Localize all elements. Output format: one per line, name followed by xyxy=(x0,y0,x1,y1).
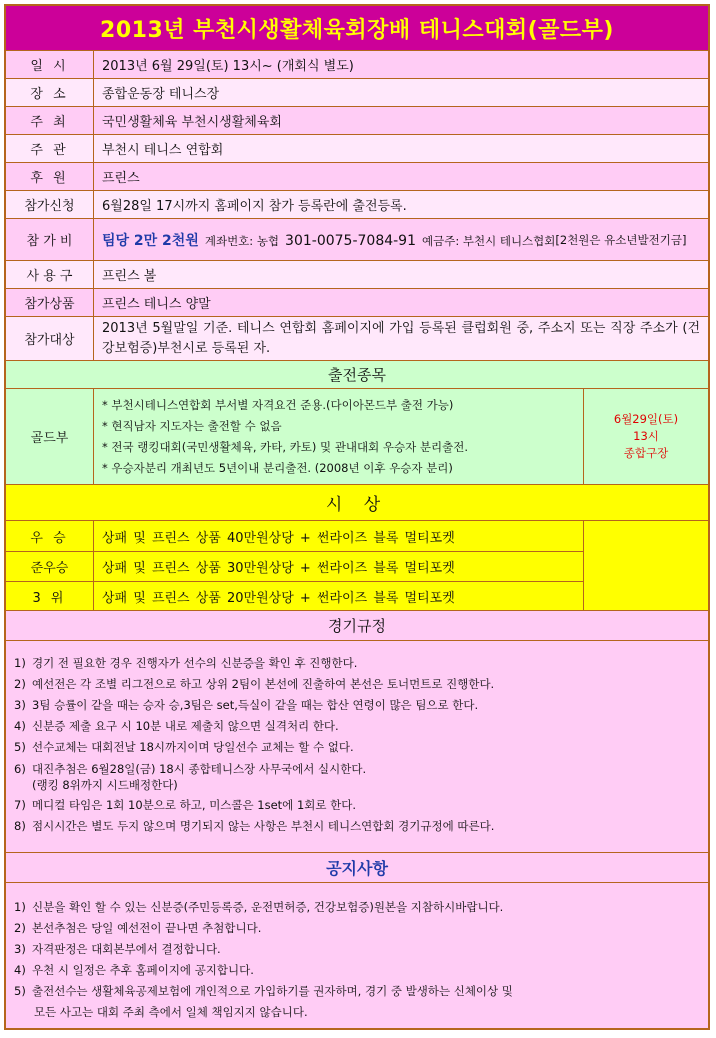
info-value: 부천시 테니스 연합회 xyxy=(102,143,224,158)
event-rules xyxy=(94,389,584,484)
list-item xyxy=(14,653,700,674)
notice-list xyxy=(6,882,708,1029)
fee-account-label: 계좌번호: 농협 xyxy=(204,233,280,248)
info-row-host xyxy=(6,106,708,134)
info-label: 참 가 비 xyxy=(6,219,94,260)
prize-row-runner-up xyxy=(6,551,583,581)
info-value: 프린스 볼 xyxy=(102,269,157,284)
list-item-text: 예선전은 각 조별 리그전으로 하고 상위 2팀이 본선에 진출하여 본선은 토너먼트로 진행한다. xyxy=(32,677,495,691)
prize-value: 상패 및 프린스 상품 30만원상당 + 썬라이즈 블록 멀티포켓 xyxy=(102,561,455,576)
list-item-text: 3팀 승률이 같을 때는 승자 승,3팀은 set,득실이 같을 때는 합산 연령이 많은 팀으로 한다. xyxy=(32,698,479,712)
list-item xyxy=(14,795,700,816)
event-time: 13시 xyxy=(633,429,659,443)
list-item xyxy=(14,816,700,837)
info-label: 주 최 xyxy=(6,107,94,134)
list-item-text: 신분증 제출 요구 시 10분 내로 제출치 않으면 실격처리 한다. xyxy=(32,719,339,733)
prizes-heading: 시 상 xyxy=(6,484,708,520)
fee-note: [2천원은 유소년발전기금] xyxy=(555,233,687,247)
event-rule: * 현직남자 지도자는 출전할 수 없음 xyxy=(102,419,282,433)
info-value: 2013년 5월말일 기준. 테니스 연합회 홈페이지에 가입 등록된 클럽회원 중, 주소지 또는 직장 주소가 (건강보험증)부천시로 등록된 자. xyxy=(102,320,700,356)
info-value: 프린스 테니스 양말 xyxy=(102,297,211,312)
prize-value: 상패 및 프린스 상품 20만원상당 + 썬라이즈 블록 멀티포켓 xyxy=(102,591,455,606)
info-value: 프린스 xyxy=(102,171,140,186)
fee-amount: 팀당 2만 2천원 xyxy=(102,232,199,249)
list-item-text: 본선추첨은 당일 예선전이 끝나면 추첨합니다. xyxy=(32,921,262,935)
prizes-table xyxy=(6,520,708,610)
info-value: 6월28일 17시까지 홈페이지 참가 등록란에 출전등록. xyxy=(102,199,407,214)
rules-list xyxy=(6,640,708,852)
list-item xyxy=(14,981,700,1023)
info-row-date xyxy=(6,50,708,78)
list-item xyxy=(14,939,700,960)
fee-holder: 예금주: 부천시 테니스협회 xyxy=(422,233,556,248)
prize-row-third xyxy=(6,581,583,611)
info-row-ball xyxy=(6,260,708,288)
info-label: 일 시 xyxy=(6,51,94,78)
list-item-number: 4) xyxy=(14,719,26,733)
list-item-number: 3) xyxy=(14,942,26,956)
list-item-text-block xyxy=(32,761,700,793)
list-item xyxy=(14,737,700,758)
fee-account-number: 301-0075-7084-91 xyxy=(285,232,416,249)
event-label: 골드부 xyxy=(6,389,94,484)
list-item-text: 점시시간은 별도 두지 않으며 명기되지 않는 사항은 부천시 테니스연합회 경기규정에 따른다. xyxy=(32,819,495,833)
list-item-text: 출전선수는 생활체육공제보험에 개인적으로 가입하기를 권자하며, 경기 중 발생하는 신체이상 및 xyxy=(32,984,513,998)
page-title: 2013년 부천시생활체육회장배 테니스대회(골드부) xyxy=(6,6,708,50)
info-value: 종합운동장 테니스장 xyxy=(102,87,220,102)
list-item-subtext: 모든 사고는 대회 주최 측에서 일체 책임지지 않습니다. xyxy=(34,1005,308,1019)
list-item-text-block xyxy=(32,981,700,1023)
fee-line xyxy=(102,230,555,250)
events-heading: 출전종목 xyxy=(6,360,708,388)
list-item-number: 4) xyxy=(14,963,26,977)
list-item-text: 선수교체는 대회전날 18시까지이며 당일선수 교체는 할 수 없다. xyxy=(32,740,354,754)
list-item-number: 5) xyxy=(14,740,26,754)
info-label: 참가대상 xyxy=(6,317,94,360)
list-item-subtext: (랭킹 8위까지 시드배정한다) xyxy=(32,778,178,792)
prize-label: 우 승 xyxy=(6,521,94,551)
info-label: 참가상품 xyxy=(6,289,94,316)
list-item-number: 8) xyxy=(14,819,26,833)
list-item xyxy=(14,674,700,695)
prize-row-winner xyxy=(6,521,583,551)
event-schedule xyxy=(584,389,708,484)
event-rule: * 부천시테니스연합회 부서별 자격요건 준용.(다이아몬드부 출전 가능) xyxy=(102,398,454,412)
info-label: 주 관 xyxy=(6,135,94,162)
list-item xyxy=(14,897,700,918)
info-value: 2013년 6월 29일(토) 13시~ (개회식 별도) xyxy=(102,59,354,74)
event-row xyxy=(6,388,708,484)
info-row-eligibility xyxy=(6,316,708,360)
list-item-number: 5) xyxy=(14,984,26,998)
list-item-text: 자격판정은 대회본부에서 결정합니다. xyxy=(32,942,221,956)
tournament-notice xyxy=(4,4,710,1030)
info-row-organizer xyxy=(6,134,708,162)
list-item-text: 메디컬 타임은 1회 10분으로 하고, 미스콜은 1set에 1회로 한다. xyxy=(32,798,357,812)
list-item-text: 신분을 확인 할 수 있는 신분증(주민등록증, 운전면허증, 건강보험증)원본을 지참하시바랍니다. xyxy=(32,900,504,914)
list-item xyxy=(14,716,700,737)
list-item xyxy=(14,695,700,716)
list-item-text: 우천 시 일정은 추후 홈페이지에 공지합니다. xyxy=(32,963,254,977)
event-rule: * 전국 랭킹대회(국민생활체육, 카타, 카토) 및 관내대회 우승자 분리출전. xyxy=(102,440,468,454)
event-venue: 종합구장 xyxy=(623,446,669,460)
info-label: 후 원 xyxy=(6,163,94,190)
list-item-number: 6) xyxy=(14,762,26,776)
info-row-venue xyxy=(6,78,708,106)
list-item xyxy=(14,960,700,981)
info-row-fee xyxy=(6,218,708,260)
fee-details xyxy=(94,219,708,260)
list-item-text: 대진추첨은 6월28일(금) 18시 종합테니스장 사무국에서 실시한다. xyxy=(32,762,367,776)
rules-heading: 경기규정 xyxy=(6,610,708,640)
list-item-number: 3) xyxy=(14,698,26,712)
notice-heading: 공지사항 xyxy=(6,852,708,882)
list-item-number: 7) xyxy=(14,798,26,812)
prize-value: 상패 및 프린스 상품 40만원상당 + 썬라이즈 블록 멀티포켓 xyxy=(102,530,455,546)
info-label: 장 소 xyxy=(6,79,94,106)
info-value: 국민생활체육 부천시생활체육회 xyxy=(102,115,282,130)
info-row-sponsor xyxy=(6,162,708,190)
list-item-number: 2) xyxy=(14,921,26,935)
list-item-text: 경기 전 필요한 경우 진행자가 선수의 신분증을 확인 후 진행한다. xyxy=(32,656,358,670)
info-row-gift xyxy=(6,288,708,316)
event-rule: * 우승자분리 개최년도 5년이내 분리출전. (2008년 이후 우승자 분리) xyxy=(102,461,453,475)
prize-label: 3 위 xyxy=(6,582,94,611)
info-label: 참가신청 xyxy=(6,191,94,218)
info-label: 사 용 구 xyxy=(6,261,94,288)
prize-rows xyxy=(6,521,584,610)
list-item-number: 2) xyxy=(14,677,26,691)
info-row-registration xyxy=(6,190,708,218)
list-item-number: 1) xyxy=(14,900,26,914)
list-item xyxy=(14,918,700,939)
list-item xyxy=(14,761,700,793)
list-item-number: 1) xyxy=(14,656,26,670)
prize-label: 준우승 xyxy=(6,552,94,581)
event-date: 6월29일(토) xyxy=(613,412,679,426)
